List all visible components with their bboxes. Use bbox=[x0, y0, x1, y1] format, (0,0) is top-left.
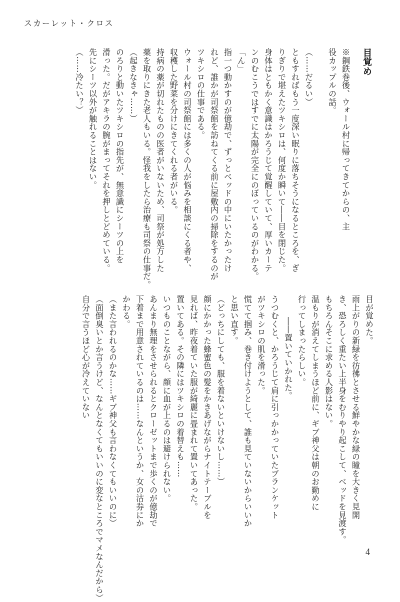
text-line: （また言われるのかな……ギブ神父も言わなくてもいいのに） bbox=[108, 295, 118, 528]
text-line: （……だるい） bbox=[304, 48, 314, 107]
text-line: 滑った。だがアキラの腕がまってそれを押しとどめている。 bbox=[102, 48, 111, 273]
text-line: がツキシロの肌を滑った。 bbox=[257, 295, 266, 395]
text-line: れど、誰かが司祭館を訪ねてくる前に屋敷内の掃除をするのが bbox=[210, 48, 219, 281]
chapter-note-line: 役カップルの話。 bbox=[328, 48, 337, 115]
text-line: ともすればもう一度深い眠りに落ちそうになるところを、ぎ bbox=[291, 48, 300, 273]
text-line: （どっちにしても、服を着ないといけないし……） bbox=[216, 295, 226, 486]
text-line: ツキシロの仕事である。 bbox=[196, 48, 206, 140]
text-line: かわる。 bbox=[122, 295, 131, 329]
text-line: 見れば、昨夜着ていた服が綺麗に畳まれて置いてあった。 bbox=[189, 295, 199, 511]
text-line: き、恐ろしく重たい上半身をむりやり起こして、ベッドを見渡す。 bbox=[338, 295, 347, 544]
text-line: のろりと動いたツキシロの指先が、無意識にシーツの上を bbox=[115, 48, 125, 264]
text-line: 雨上がりの新緑を彷彿とさせる鮮やかな緑の瞳を大きく見開 bbox=[351, 295, 361, 520]
text-line: （面倒臭いとか言うけど、なんとなくてもいいのに変なところでマメなんだから） bbox=[95, 295, 104, 602]
text-line: 収穫した野菜を分けにきてくれる者がいる。 bbox=[169, 48, 179, 214]
text-line: 身体はともかく意識はかろうじて覚醒していて、厚いカーテ bbox=[264, 48, 273, 273]
text-line: 指一つ動かすのが億劫で、ずっとベッドの中にいたかったけ bbox=[223, 48, 233, 273]
text-line: 先にシーツ以外が触れることはない。 bbox=[88, 48, 98, 190]
bottom-text-block bbox=[30, 295, 376, 602]
running-header: スカーレット・クロス bbox=[24, 19, 114, 28]
text-line: 温もりが消えてしまうほど前に、ギブ神父は朝のお勤めに bbox=[311, 295, 320, 511]
text-line: うつむくと、かろうじて肩に引っかかっていたブランケット bbox=[270, 295, 280, 520]
text-line: （起きなきゃ……） bbox=[129, 48, 138, 123]
text-line: ウォール村の司祭館には多くの人が悩みを相談にくる者や、 bbox=[183, 48, 192, 273]
text-line: いつものことながら、顔に血が上るのは避けられない。 bbox=[162, 295, 172, 503]
chapter-note-line: ※鋼鉄巻後、ウォール村に帰ってきてからの、主 bbox=[341, 48, 351, 231]
text-line: 「ん」 bbox=[237, 48, 246, 73]
text-line: 慌てて掴み、巻き付けようとして、誰も見ていないからいいか bbox=[243, 295, 253, 528]
text-line: 薬を取りにきた老人もいる。怪我をしたら治療も司祭の仕事だ。 bbox=[142, 48, 152, 289]
page-number: 4 bbox=[365, 547, 370, 557]
text-line: りぎりで堪えたツキシロは、何度か瞬いて――目を閉じた。 bbox=[277, 48, 287, 273]
text-line: と思い直す。 bbox=[230, 295, 239, 345]
text-line: 持病の薬が切れたものの医者がいないため、司祭が処方した bbox=[156, 48, 165, 273]
text-line: 顔にかかった蜂蜜色の髪をかきあげながらナイトテーブルを bbox=[203, 295, 212, 520]
text-line: あんまり無理をさせられるとクローゼットまで歩くのが億劫で bbox=[149, 295, 158, 528]
text-line: 下着まで用意されているのは……なんというか、女の沽券にか bbox=[135, 295, 145, 528]
text-line: もちろんそこに求める人影はない。 bbox=[324, 295, 334, 428]
top-text-block bbox=[30, 48, 372, 289]
text-line: ンのむこうではすでに太陽が完全にのぼっているのがわかる。 bbox=[250, 48, 260, 281]
text-line: ――置いていかれた。 bbox=[284, 317, 293, 400]
text-line: 行ってしまったらしい。 bbox=[297, 295, 307, 387]
text-line: 置いてある。その隣にはツキシロの着替えも…… bbox=[176, 295, 185, 478]
chapter-title: 目覚め bbox=[361, 48, 371, 76]
text-line: （……冷たい？） bbox=[75, 48, 84, 115]
text-line: 自分で言うほど心が冷えていない bbox=[81, 295, 91, 420]
text-line: 目が覚めた。 bbox=[365, 295, 374, 345]
